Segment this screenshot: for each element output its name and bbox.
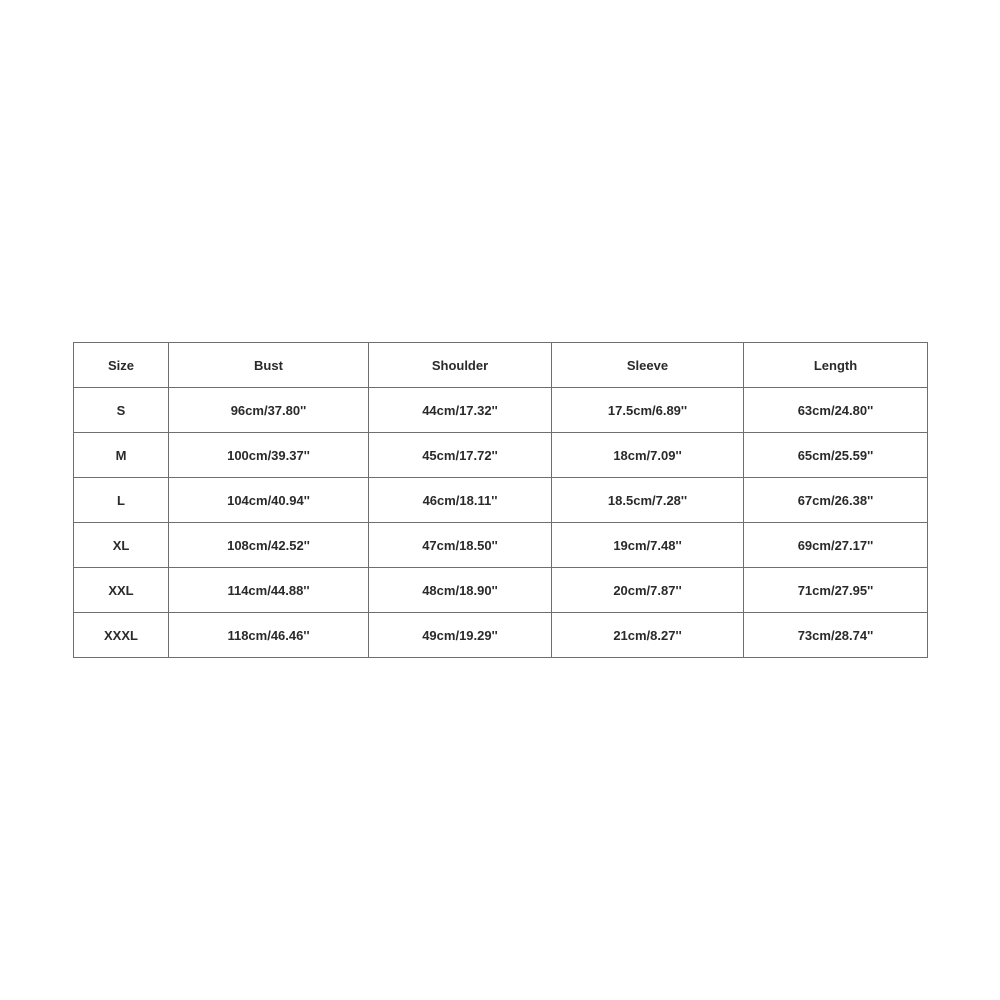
header-length: Length <box>744 343 928 388</box>
cell-size: XXXL <box>74 613 169 658</box>
cell-bust: 96cm/37.80'' <box>169 388 369 433</box>
cell-length: 65cm/25.59'' <box>744 433 928 478</box>
table-row <box>74 568 928 613</box>
table-row <box>74 478 928 523</box>
cell-shoulder: 47cm/18.50'' <box>369 523 552 568</box>
cell-bust: 118cm/46.46'' <box>169 613 369 658</box>
header-size: Size <box>74 343 169 388</box>
table-header-row <box>74 343 928 388</box>
cell-size: M <box>74 433 169 478</box>
cell-shoulder: 49cm/19.29'' <box>369 613 552 658</box>
cell-sleeve: 20cm/7.87'' <box>552 568 744 613</box>
cell-length: 73cm/28.74'' <box>744 613 928 658</box>
table-row <box>74 613 928 658</box>
header-bust: Bust <box>169 343 369 388</box>
cell-bust: 104cm/40.94'' <box>169 478 369 523</box>
cell-length: 69cm/27.17'' <box>744 523 928 568</box>
cell-bust: 100cm/39.37'' <box>169 433 369 478</box>
cell-length: 67cm/26.38'' <box>744 478 928 523</box>
table-row <box>74 388 928 433</box>
cell-length: 71cm/27.95'' <box>744 568 928 613</box>
cell-sleeve: 18.5cm/7.28'' <box>552 478 744 523</box>
cell-shoulder: 45cm/17.72'' <box>369 433 552 478</box>
table-row <box>74 523 928 568</box>
cell-size: XXL <box>74 568 169 613</box>
cell-sleeve: 17.5cm/6.89'' <box>552 388 744 433</box>
cell-bust: 114cm/44.88'' <box>169 568 369 613</box>
cell-sleeve: 21cm/8.27'' <box>552 613 744 658</box>
size-chart-table <box>73 342 928 658</box>
table-row <box>74 433 928 478</box>
header-sleeve: Sleeve <box>552 343 744 388</box>
cell-bust: 108cm/42.52'' <box>169 523 369 568</box>
cell-sleeve: 18cm/7.09'' <box>552 433 744 478</box>
cell-length: 63cm/24.80'' <box>744 388 928 433</box>
cell-sleeve: 19cm/7.48'' <box>552 523 744 568</box>
cell-shoulder: 48cm/18.90'' <box>369 568 552 613</box>
cell-size: S <box>74 388 169 433</box>
cell-shoulder: 46cm/18.11'' <box>369 478 552 523</box>
cell-size: L <box>74 478 169 523</box>
header-shoulder: Shoulder <box>369 343 552 388</box>
cell-shoulder: 44cm/17.32'' <box>369 388 552 433</box>
cell-size: XL <box>74 523 169 568</box>
